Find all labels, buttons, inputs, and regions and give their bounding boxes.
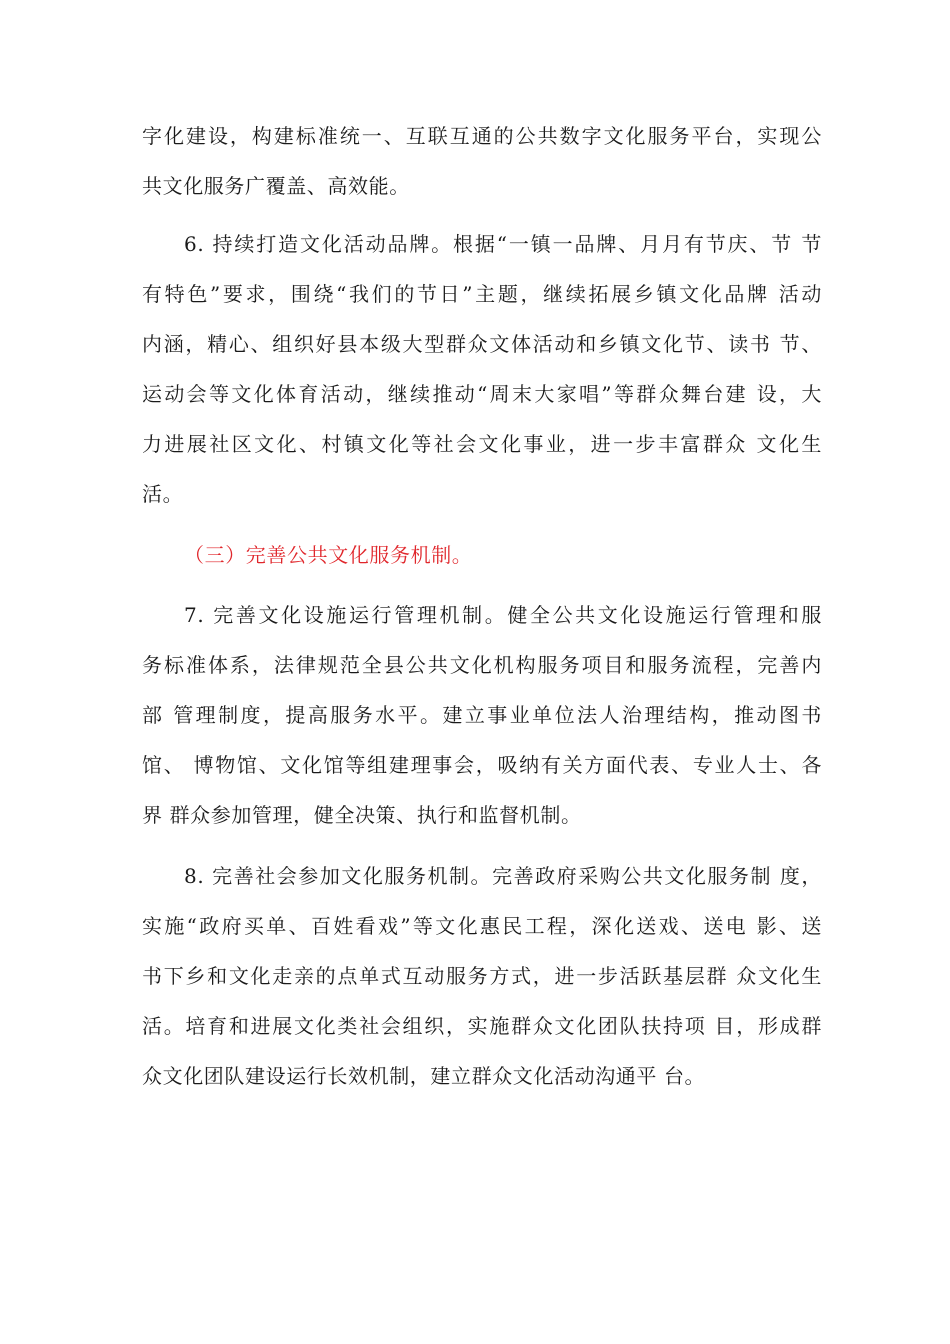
paragraph-line: 书下乡和文化走亲的点单式互动服务方式，进一步活跃基层群 众文化生 xyxy=(142,964,822,988)
paragraph-line: 实施“政府买单、百姓看戏”等文化惠民工程，深化送戏、送电 影、送 xyxy=(142,914,822,938)
paragraph-line: 活。培育和进展文化类社会组织，实施群众文化团队扶持项 目，形成群 xyxy=(142,1014,822,1038)
paragraph-6 xyxy=(142,219,822,519)
paragraph-line: 务标准体系，法律规范全县公共文化机构服务项目和服务流程，完善内 xyxy=(142,653,822,677)
paragraph-intro xyxy=(142,111,822,211)
paragraph-8 xyxy=(142,851,822,1101)
paragraph-line: 活。 xyxy=(142,482,184,506)
paragraph-line: 有特色”要求，围绕“我们的节日”主题，继续拓展乡镇文化品牌 活动 xyxy=(142,282,822,306)
paragraph-line: 字化建设，构建标准统一、互联互通的公共数字文化服务平台，实现公 xyxy=(142,124,822,148)
paragraph-line: 部 管理制度，提高服务水平。建立事业单位法人治理结构，推动图书 xyxy=(142,703,822,727)
paragraph-line: 运动会等文化体育活动，继续推动“周末大家唱”等群众舞台建 设，大 xyxy=(142,382,822,406)
paragraph-line: 共文化服务广覆盖、高效能。 xyxy=(142,174,410,198)
paragraph-line: 众文化团队建设运行长效机制，建立群众文化活动沟通平 台。 xyxy=(142,1064,706,1088)
paragraph-line: 6. 持续打造文化活动品牌。根据“一镇一品牌、月月有节庆、节 节 xyxy=(184,232,822,256)
paragraph-line: 界 群众参加管理，健全决策、执行和监督机制。 xyxy=(142,803,582,827)
paragraph-line: 馆、 博物馆、文化馆等组建理事会，吸纳有关方面代表、专业人士、各 xyxy=(142,753,822,777)
paragraph-line: 7. 完善文化设施运行管理机制。健全公共文化设施运行管理和服 xyxy=(184,603,822,627)
paragraph-7 xyxy=(142,590,822,840)
paragraph-line: 力进展社区文化、村镇文化等社会文化事业，进一步丰富群众 文化生 xyxy=(142,432,822,456)
section-heading-text: （三）完善公共文化服务机制。 xyxy=(184,543,473,567)
paragraph-line: 8. 完善社会参加文化服务机制。完善政府采购公共文化服务制 度， xyxy=(184,864,822,888)
paragraph-line: 内涵，精心、组织好县本级大型群众文体活动和乡镇文化节、读书 节、 xyxy=(142,332,822,356)
section-heading xyxy=(142,530,822,580)
